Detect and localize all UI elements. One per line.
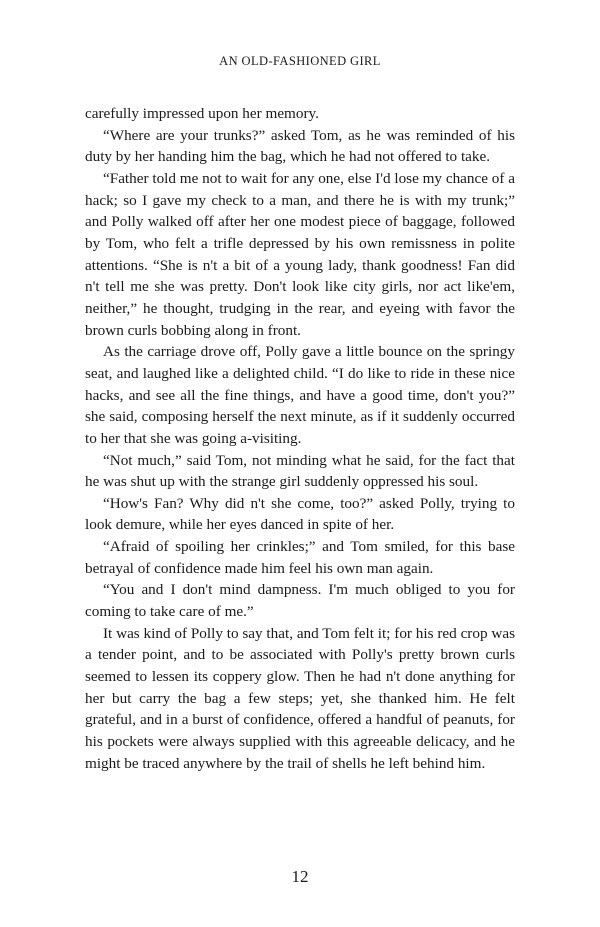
paragraph-9: It was kind of Polly to say that, and Tom felt it; for his red crop was a tender point, and to be associated with Polly's pretty brown curls seemed to lessen its coppery glow. Then he had n't done anything for her but carry the bag a few steps; yet, she thanked him. He felt grateful, and in a burst of confidence, offered a handful of peanuts, for his pockets were always supplied with this agreeable delicacy, and he might be traced anywhere by the trail of shells he left behind him. <box>85 624 515 772</box>
paragraph-1: carefully impressed upon her memory. <box>85 105 319 122</box>
paragraph-6: “How's Fan? Why did n't she come, too?” asked Polly, trying to look demure, while her eyes danced in spite of her. <box>85 494 515 534</box>
body-text <box>85 103 515 774</box>
running-head: AN OLD-FASHIONED GIRL <box>219 54 381 68</box>
paragraph-5: “Not much,” said Tom, not minding what he said, for the fact that he was shut up with the strange girl suddenly oppressed his soul. <box>85 451 515 491</box>
paragraph-3: “Father told me not to wait for any one, else I'd lose my chance of a hack; so I gave my check to a man, and there he is with my trunk;” and Polly walked off after her one modest piece of baggage, followed by Tom, who felt a trifle depressed by his own remissness in polite attentions. “She is n't a bit of a young lady, thank goodness! Fan did n't tell me she was pretty. Don't look like city girls, nor act like'em, neither,” he thought, trudging in the rear, and eyeing with favor the brown curls bobbing along in front. <box>85 169 515 339</box>
paragraph-4: As the carriage drove off, Polly gave a little bounce on the springy seat, and laughed like a delighted child. “I do like to ride in these nice hacks, and see all the fine things, and have a good time, don't you?” she said, composing herself the next minute, as if it suddenly occurred to her that she was going a-visiting. <box>85 343 515 447</box>
paragraph-7: “Afraid of spoiling her crinkles;” and Tom smiled, for this base betrayal of confidence made him feel his own man again. <box>85 538 515 577</box>
page-number: 12 <box>291 867 309 886</box>
paragraph-8: “You and I don't mind dampness. I'm much obliged to you for coming to take care of me.” <box>85 581 515 621</box>
paragraph-2: “Where are your trunks?” asked Tom, as he was reminded of his duty by her handing him the bag, which he had not offered to take. <box>85 126 515 166</box>
